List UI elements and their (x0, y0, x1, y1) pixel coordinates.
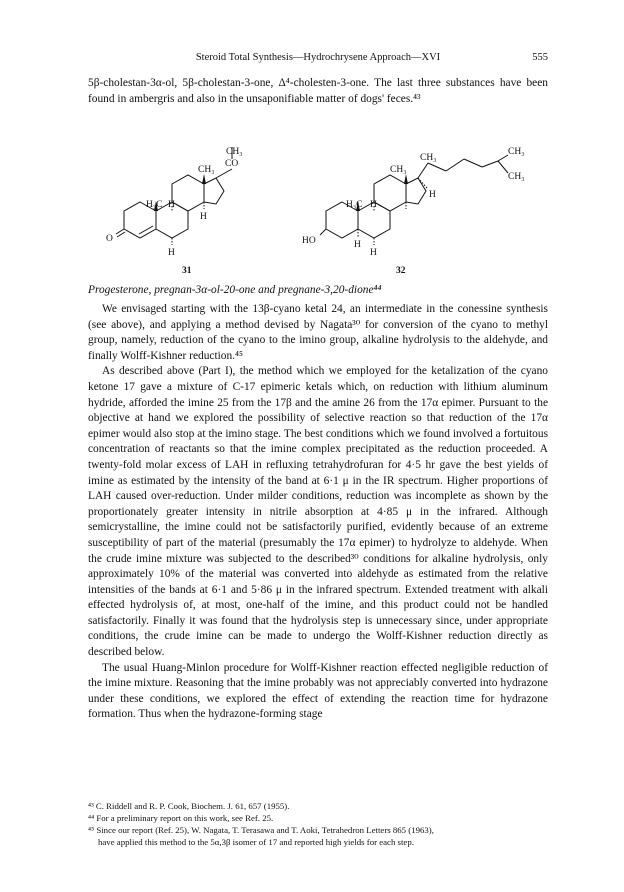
s31-co: CO (225, 159, 239, 169)
s31-h14: H (200, 212, 207, 222)
s31-ch3-acetyl: CH₃ (226, 147, 243, 157)
structure-drawing (88, 145, 548, 277)
s32-h3c: H₃C (346, 200, 363, 210)
paragraph-1: We envisaged starting with the 13β-cyano ketal 24, an intermediate in the conessine synthesis (see above), and applying a method devised by Nagata³⁰ for conversion of the cyano to methyl group, namely, reduction of the cyano to the imino group, alkaline hydrolysis to the aldehyde, and finally Wolff-Kishner reduction.⁴⁵ (88, 303, 548, 362)
footnote-45-continued: have applied this method to the 5α,3β isomer of 17 and reported high yields for each step. (98, 837, 414, 847)
s32-ch3-c13: CH₃ (390, 165, 407, 175)
structure-figure (88, 145, 548, 277)
intro-paragraph: 5β-cholestan-3α-ol, 5β-cholestan-3-one, Δ⁴-cholesten-3-one. The last three substances have been found in ambergris and also in the unsaponifiable matter of dogs' feces.⁴³ (88, 77, 548, 105)
paragraph-3: The usual Huang-Minlon procedure for Wolff-Kishner reaction effected negligible reduction of the imine mixture. Reasoning that the imine probably was not appreciably converted into hydrazone under these conditions, we explored the effect of extending the reaction time for hydrazone formation. Thus when the hydrazone-forming stage (88, 661, 548, 721)
compound-number-32: 32 (396, 266, 406, 276)
paragraph-2: As described above (Part I), the method which we employed for the ketalization of the cyano ketone 17 gave a mixture of C-17 epimeric ketals which, on reduction with lithium aluminum hydride, afforded the imine 25 from the 17β and the amine 26 from the 17α epimer. Pursuant to the objective at hand we explored the possibility of selective reaction so that reduction of the 17α epimer would also stop at the imino stage. The best conditions which we found involved a fortuitous concentration of reactants so that the imine complex precipitated as the reduction proceeded. A twenty-fold molar excess of LAH in refluxing tetrahydrofuran for 4·5 hr gave the best yields of imine as estimated by the intensity of the band at 6·1 μ in the IR spectrum. Higher proportions of LAH caused over-reduction. Under milder conditions, reduction was incomplete as shown by the proportionately greater intensity in nitrile absorption at 4·85 μ in the infrared. Although semicrystalline, the imine could not be satisfactorily purified, evidently because of an extreme susceptibility of part of the material (presumably the 17α epimer) to hydrolyze to aldehyde. When the crude imine mixture was subjected to the described³⁰ conditions for alkaline hydrolysis, only approximately 10% of the material was converted into aldehyde as estimated from the relative intensities of the bands at 6·1 and 5·86 μ in the infrared spectrum. Extended treatment with alkali effected hydrolysis of, at most, one-half of the imine, and this product could not be handled satisfactorily. Finally it was found that the hydrolysis step is unnecessary since, under appropriate conditions, the crude imine can be made to undergo the Wolff-Kishner reduction directly as described below. (88, 365, 548, 659)
intro-block (88, 76, 548, 107)
s31-ch3-c13: CH₃ (198, 165, 215, 175)
footnote-44: ⁴⁴ For a preliminary report on this work, see Ref. 25. (88, 813, 274, 823)
section-heading: Progesterone, pregnan-3α-ol-20-one and pregnane-3,20-dione⁴⁴ (88, 284, 382, 296)
s31-h9: H (168, 248, 175, 258)
s32-h17: H (429, 190, 436, 200)
s31-oxygen: O (106, 234, 113, 244)
footnotes (88, 800, 548, 848)
s32-ch3-a: CH₃ (508, 147, 525, 157)
s31-h3c: H₃C (146, 200, 163, 210)
s32-h8: H (370, 200, 377, 210)
s31-h8: H (168, 200, 175, 210)
s32-ho: HO (302, 236, 316, 246)
footnote-43: ⁴³ C. Riddell and R. P. Cook, Biochem. J. 61, 657 (1955). (88, 801, 290, 811)
structure-32-skeleton (320, 155, 508, 238)
s32-ch3-c20: CH₃ (420, 153, 437, 163)
body-text (88, 302, 548, 723)
footnote-45: ⁴⁵ Since our report (Ref. 25), W. Nagata, T. Terasawa and T. Aoki, Tetrahedron Letters 865 (1963), (88, 825, 434, 835)
s32-ch3-b: CH₃ (508, 172, 525, 182)
s32-h5: H (354, 240, 361, 250)
structure-31-skeleton (116, 147, 232, 238)
running-header (88, 52, 548, 68)
page-number: 555 (532, 52, 548, 63)
compound-number-31: 31 (182, 266, 192, 276)
s32-h9: H (370, 248, 377, 258)
running-title: Steroid Total Synthesis—Hydrochrysene Approach—XVI (195, 52, 441, 63)
